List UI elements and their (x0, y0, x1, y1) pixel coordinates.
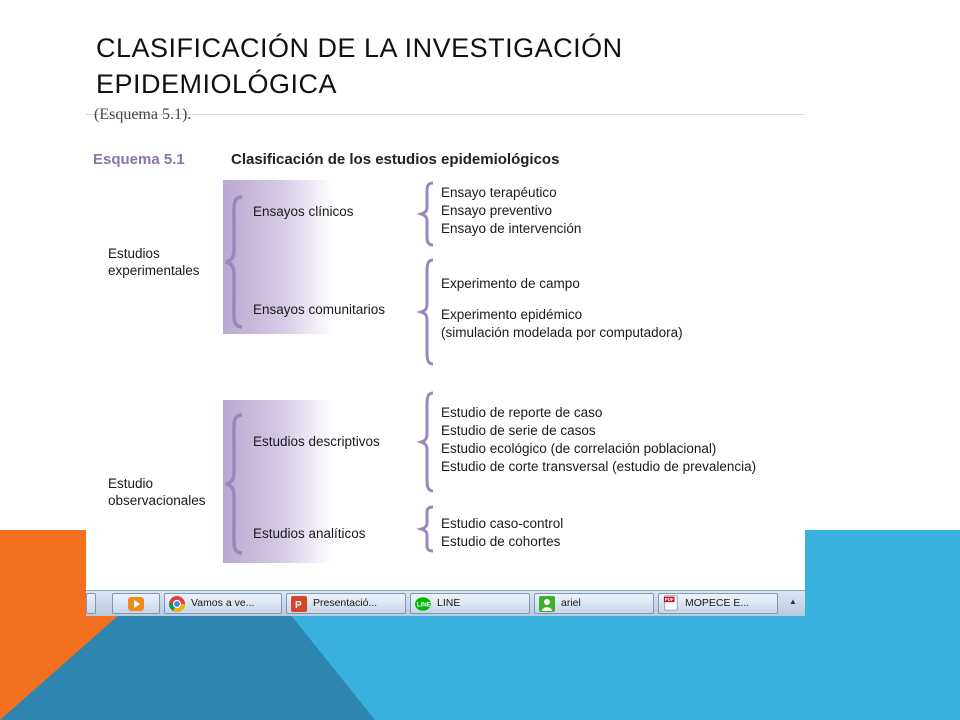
slide-title-line-2: EPIDEMIOLÓGICA (96, 69, 338, 99)
list-item: Estudio caso-control (441, 516, 564, 531)
list-item: Estudio ecológico (de correlación poblacional) (441, 441, 717, 456)
taskbar-button-line[interactable] (410, 593, 530, 614)
slide-title (96, 30, 816, 102)
esquema-label: Esquema 5.1 (93, 151, 185, 168)
list-item: Experimento de campo (441, 276, 580, 291)
clipped-reference-text: (Esquema 5.1). (94, 106, 192, 123)
line-icon (415, 596, 431, 612)
subgroup-label: Ensayos comunitarios (253, 302, 386, 317)
media-player-icon (127, 596, 145, 612)
list-item: Experimento epidémico (441, 307, 583, 322)
list-item: Ensayo de intervención (441, 221, 582, 236)
list-item: Estudio de corte transversal (estudio de prevalencia) (441, 459, 757, 474)
brace-experimentales (224, 195, 244, 329)
brace-estudios-analiticos (419, 505, 435, 553)
taskbar-label: LINE (437, 597, 461, 609)
taskbar-media-button[interactable] (112, 593, 160, 614)
group-label-observacionales: Estudio observacionales (108, 476, 206, 508)
taskbar-button-chrome[interactable] (164, 593, 282, 614)
list-item: Estudio de serie de casos (441, 423, 596, 438)
subgroup-label: Ensayos clínicos (253, 204, 354, 219)
pdf-icon (663, 595, 679, 611)
list-item: Estudio de reporte de caso (441, 405, 603, 420)
list-item: Ensayo terapéutico (441, 185, 557, 200)
taskbar-button-powerpoint[interactable] (286, 593, 406, 614)
powerpoint-icon (291, 596, 307, 612)
taskbar-button-ariel[interactable] (534, 593, 654, 614)
tray-expand-arrow-icon[interactable]: ▲ (789, 597, 797, 606)
embedded-diagram-image (86, 106, 805, 615)
taskbar-edge-button[interactable] (86, 593, 96, 614)
slide-title-line-1: CLASIFICACIÓN DE LA INVESTIGACIÓN (96, 33, 623, 63)
taskbar-label: ariel (561, 597, 581, 609)
taskbar (86, 590, 805, 616)
brace-observacionales (224, 413, 244, 555)
list-item: (simulación modelada por computadora) (441, 325, 683, 340)
diagram-title: Clasificación de los estudios epidemiológicos (231, 151, 560, 168)
svg-text:LINE: LINE (416, 601, 431, 609)
brace-ensayos-comunitarios (419, 258, 435, 366)
svg-text:PDF: PDF (664, 597, 674, 603)
group-label-experimentales: Estudios experimentales (108, 246, 200, 278)
contact-icon (539, 596, 555, 612)
chrome-icon (169, 596, 185, 612)
taskbar-label: Vamos a ve... (191, 597, 255, 609)
list-item: Estudio de cohortes (441, 534, 561, 549)
taskbar-label: Presentació... (313, 597, 378, 609)
list-item: Ensayo preventivo (441, 203, 553, 218)
taskbar-label: MOPECE E... (685, 597, 750, 609)
taskbar-button-pdf[interactable] (658, 593, 778, 614)
svg-text:P: P (295, 600, 302, 611)
brace-ensayos-clinicos (419, 181, 435, 247)
subgroup-label: Estudios analíticos (253, 526, 366, 541)
subgroup-label: Estudios descriptivos (253, 434, 380, 449)
dark-blue-triangle-shape (0, 614, 960, 720)
brace-estudios-descriptivos (419, 391, 435, 493)
